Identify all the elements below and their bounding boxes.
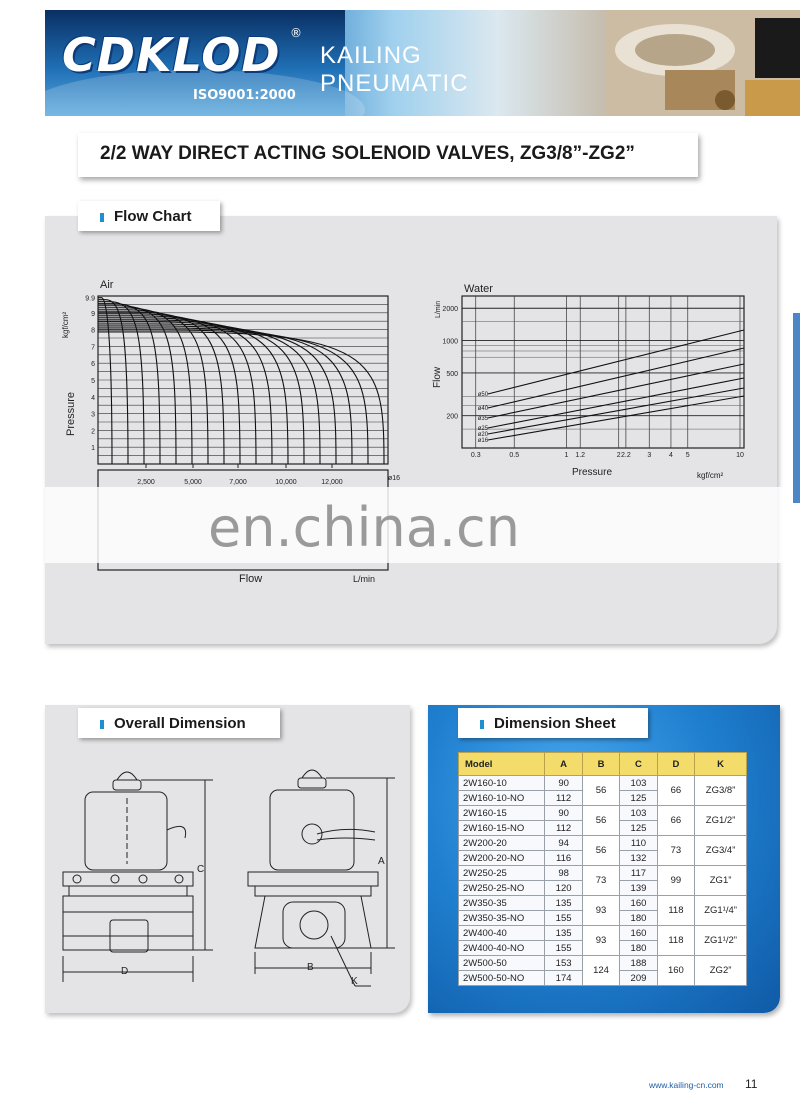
water-x-tick-label: 1 bbox=[564, 452, 569, 459]
water-y-tick-label: 500 bbox=[446, 370, 458, 378]
table-header-row bbox=[459, 753, 747, 776]
water-series-label: ø40 bbox=[477, 406, 489, 412]
dimension-table bbox=[458, 752, 747, 986]
water-y-tick-label: 1000 bbox=[442, 338, 458, 346]
water-series-line bbox=[488, 330, 744, 394]
dim-label-c: C bbox=[197, 864, 205, 875]
air-x-tick-label: 2,500 bbox=[137, 479, 155, 486]
table-cell: 2W500-50-NO bbox=[459, 971, 545, 986]
table-cell: 2W160-10 bbox=[459, 776, 545, 791]
air-x-tick-label: 7,000 bbox=[229, 479, 247, 486]
air-y-tick-label: 7 bbox=[91, 344, 95, 352]
water-x-tick-label: 0.5 bbox=[509, 452, 520, 459]
table-cell: ZG1/2” bbox=[695, 806, 747, 836]
air-chart-title: Air bbox=[100, 279, 114, 291]
dim-label-b: B bbox=[307, 962, 314, 973]
table-cell: ZG2” bbox=[695, 956, 747, 986]
table-cell: 118 bbox=[657, 896, 694, 926]
air-y-tick-label: 3 bbox=[91, 411, 95, 419]
column-header: C bbox=[620, 753, 657, 776]
water-x-tick-label: 2 bbox=[616, 452, 621, 459]
table-cell: 117 bbox=[620, 866, 657, 881]
air-y-tick-label: 9.9 bbox=[85, 295, 95, 303]
table-cell: 103 bbox=[620, 776, 657, 791]
air-grid bbox=[98, 304, 388, 455]
table-cell: 103 bbox=[620, 806, 657, 821]
table-cell: 2W350-35 bbox=[459, 896, 545, 911]
valve-dimension-drawing bbox=[55, 760, 405, 1000]
table-cell: 180 bbox=[620, 911, 657, 926]
table-cell: 112 bbox=[545, 791, 582, 806]
table-cell: 132 bbox=[620, 851, 657, 866]
table-cell: 2W160-10-NO bbox=[459, 791, 545, 806]
table-cell: ZG3/4” bbox=[695, 836, 747, 866]
table-cell: 2W160-15-NO bbox=[459, 821, 545, 836]
air-y-tick-label: 2 bbox=[91, 428, 95, 436]
page-number: 11 bbox=[745, 1077, 758, 1091]
water-y-label: Flow bbox=[432, 366, 443, 388]
water-series-line bbox=[488, 364, 744, 418]
footer-website: www.kailing-cn.com bbox=[649, 1080, 724, 1090]
table-cell: 125 bbox=[620, 791, 657, 806]
brand-logo: CDKLOD bbox=[62, 28, 281, 82]
water-y-tick-label: 2000 bbox=[442, 306, 458, 314]
water-series-line bbox=[488, 388, 744, 434]
page-edge-tab bbox=[793, 313, 800, 503]
air-flow-curve bbox=[98, 324, 320, 464]
water-x-unit: kgf/cm² bbox=[697, 471, 724, 480]
table-cell: ZG3/8” bbox=[695, 776, 747, 806]
table-cell: 2W500-50 bbox=[459, 956, 545, 971]
water-y-ticks bbox=[442, 306, 458, 420]
overall-dimension-heading: Overall Dimension bbox=[114, 715, 246, 732]
table-row bbox=[459, 896, 747, 911]
table-cell: 124 bbox=[582, 956, 619, 986]
table-cell: 188 bbox=[620, 956, 657, 971]
table-row bbox=[459, 956, 747, 971]
table-cell: 139 bbox=[620, 881, 657, 896]
water-series-labels bbox=[478, 392, 489, 444]
water-x-tick-label: 10 bbox=[736, 452, 744, 459]
air-x-tick-label: 5,000 bbox=[184, 479, 202, 486]
water-x-label: Pressure bbox=[572, 467, 613, 478]
table-cell: 116 bbox=[545, 851, 582, 866]
table-cell: ZG1¹/4” bbox=[695, 896, 747, 926]
table-cell: 90 bbox=[545, 806, 582, 821]
column-header: Model bbox=[459, 753, 545, 776]
table-cell: 209 bbox=[620, 971, 657, 986]
iso-certification: ISO9001:2000 bbox=[193, 88, 296, 103]
table-cell: 112 bbox=[545, 821, 582, 836]
table-cell: 56 bbox=[582, 836, 619, 866]
tab-marker bbox=[480, 720, 484, 729]
air-y-unit: kgf/cm² bbox=[61, 311, 70, 338]
table-cell: 120 bbox=[545, 881, 582, 896]
water-x-tick-label: 3 bbox=[647, 452, 652, 459]
table-cell: 73 bbox=[582, 866, 619, 896]
table-cell: 160 bbox=[620, 926, 657, 941]
table-cell: 174 bbox=[545, 971, 582, 986]
water-y-tick-label: 200 bbox=[446, 413, 458, 421]
air-phi16-label: ø16 bbox=[388, 475, 401, 482]
valve-side-view bbox=[63, 772, 213, 982]
table-cell: 2W400-40-NO bbox=[459, 941, 545, 956]
page-title: 2/2 WAY DIRECT ACTING SOLENOID VALVES, ZG3/8”-ZG2” bbox=[100, 143, 635, 164]
table-cell: 2W350-35-NO bbox=[459, 911, 545, 926]
air-x-unit: L/min bbox=[353, 574, 376, 584]
column-header: D bbox=[657, 753, 694, 776]
table-cell: 118 bbox=[657, 926, 694, 956]
table-row bbox=[459, 806, 747, 821]
table-cell: 155 bbox=[545, 941, 582, 956]
table-cell: 98 bbox=[545, 866, 582, 881]
water-series-label: ø25 bbox=[477, 426, 489, 432]
table-cell: 153 bbox=[545, 956, 582, 971]
table-cell: ZG1” bbox=[695, 866, 747, 896]
valve-photo bbox=[605, 10, 800, 116]
dim-label-a: A bbox=[378, 856, 385, 867]
column-header: K bbox=[695, 753, 747, 776]
table-cell: 94 bbox=[545, 836, 582, 851]
water-x-tick-label: 1.2 bbox=[575, 452, 586, 459]
table-cell: 2W400-40 bbox=[459, 926, 545, 941]
table-row bbox=[459, 866, 747, 881]
dimension-sheet-heading: Dimension Sheet bbox=[494, 715, 616, 732]
water-series-label: ø50 bbox=[477, 392, 489, 398]
table-row bbox=[459, 836, 747, 851]
water-x-tick-label: 2.2 bbox=[621, 452, 631, 459]
air-y-tick-label: 4 bbox=[91, 394, 95, 402]
table-cell: 180 bbox=[620, 941, 657, 956]
column-header: B bbox=[582, 753, 619, 776]
water-series-label: ø20 bbox=[477, 432, 489, 438]
table-cell: 2W250-25-NO bbox=[459, 881, 545, 896]
air-flow-curve bbox=[98, 312, 224, 464]
air-y-tick-label: 8 bbox=[91, 327, 95, 335]
table-row bbox=[459, 926, 747, 941]
air-x-ticks bbox=[137, 464, 343, 486]
table-cell: 56 bbox=[582, 806, 619, 836]
table-cell: 160 bbox=[657, 956, 694, 986]
air-x-label: Flow bbox=[239, 573, 263, 585]
water-x-tick-label: 5 bbox=[685, 452, 690, 459]
table-cell: 125 bbox=[620, 821, 657, 836]
brand-name-line1: KAILING bbox=[320, 42, 422, 69]
table-cell: 66 bbox=[657, 806, 694, 836]
water-x-tick-label: 4 bbox=[668, 452, 673, 459]
registered-mark: ® bbox=[290, 26, 302, 40]
tab-marker bbox=[100, 213, 104, 222]
air-y-ticks bbox=[85, 296, 95, 453]
table-cell: 99 bbox=[657, 866, 694, 896]
table-row bbox=[459, 776, 747, 791]
table-cell: 73 bbox=[657, 836, 694, 866]
water-x-tick-label: 0.3 bbox=[470, 452, 481, 459]
water-chart-title: Water bbox=[464, 283, 493, 295]
table-cell: 2W250-25 bbox=[459, 866, 545, 881]
table-cell: 56 bbox=[582, 776, 619, 806]
water-y-unit: L/min bbox=[435, 300, 442, 318]
air-flow-curve bbox=[98, 322, 304, 464]
air-y-label: Pressure bbox=[65, 391, 77, 436]
table-cell: 2W200-20-NO bbox=[459, 851, 545, 866]
table-body bbox=[459, 776, 747, 986]
column-header: A bbox=[545, 753, 582, 776]
air-y-tick-label: 5 bbox=[91, 378, 95, 385]
table-cell: 135 bbox=[545, 926, 582, 941]
dim-label-k: K bbox=[351, 976, 358, 987]
air-x-tick-label: 10,000 bbox=[275, 479, 297, 486]
table-cell: 93 bbox=[582, 896, 619, 926]
water-series-label: ø16 bbox=[477, 438, 489, 444]
water-chart bbox=[432, 283, 744, 480]
air-x-tick-label: 12,000 bbox=[321, 479, 343, 486]
air-y-tick-label: 1 bbox=[91, 445, 95, 453]
table-cell: 135 bbox=[545, 896, 582, 911]
brand-name-line2: PNEUMATIC bbox=[320, 70, 469, 97]
air-flow-curve bbox=[98, 320, 288, 464]
tab-marker bbox=[100, 720, 104, 729]
table-cell: 2W200-20 bbox=[459, 836, 545, 851]
table-cell: 155 bbox=[545, 911, 582, 926]
table-cell: ZG1¹/2” bbox=[695, 926, 747, 956]
air-flow-curve bbox=[98, 314, 240, 464]
table-cell: 110 bbox=[620, 836, 657, 851]
air-y-tick-label: 6 bbox=[91, 361, 95, 369]
dim-label-d: D bbox=[121, 966, 129, 977]
table-cell: 93 bbox=[582, 926, 619, 956]
table-cell: 160 bbox=[620, 896, 657, 911]
air-flow-curve bbox=[98, 332, 384, 464]
water-series-lines bbox=[488, 330, 744, 440]
flow-chart-heading: Flow Chart bbox=[114, 208, 192, 225]
air-y-tick-label: 9 bbox=[91, 310, 95, 318]
valve-front-view bbox=[248, 770, 395, 986]
watermark-text: en.china.cn bbox=[208, 496, 520, 559]
water-x-ticks bbox=[471, 452, 744, 459]
air-flow-curve bbox=[98, 328, 352, 464]
table-cell: 90 bbox=[545, 776, 582, 791]
table-cell: 66 bbox=[657, 776, 694, 806]
table-cell: 2W160-15 bbox=[459, 806, 545, 821]
water-series-label: ø35 bbox=[477, 416, 489, 422]
